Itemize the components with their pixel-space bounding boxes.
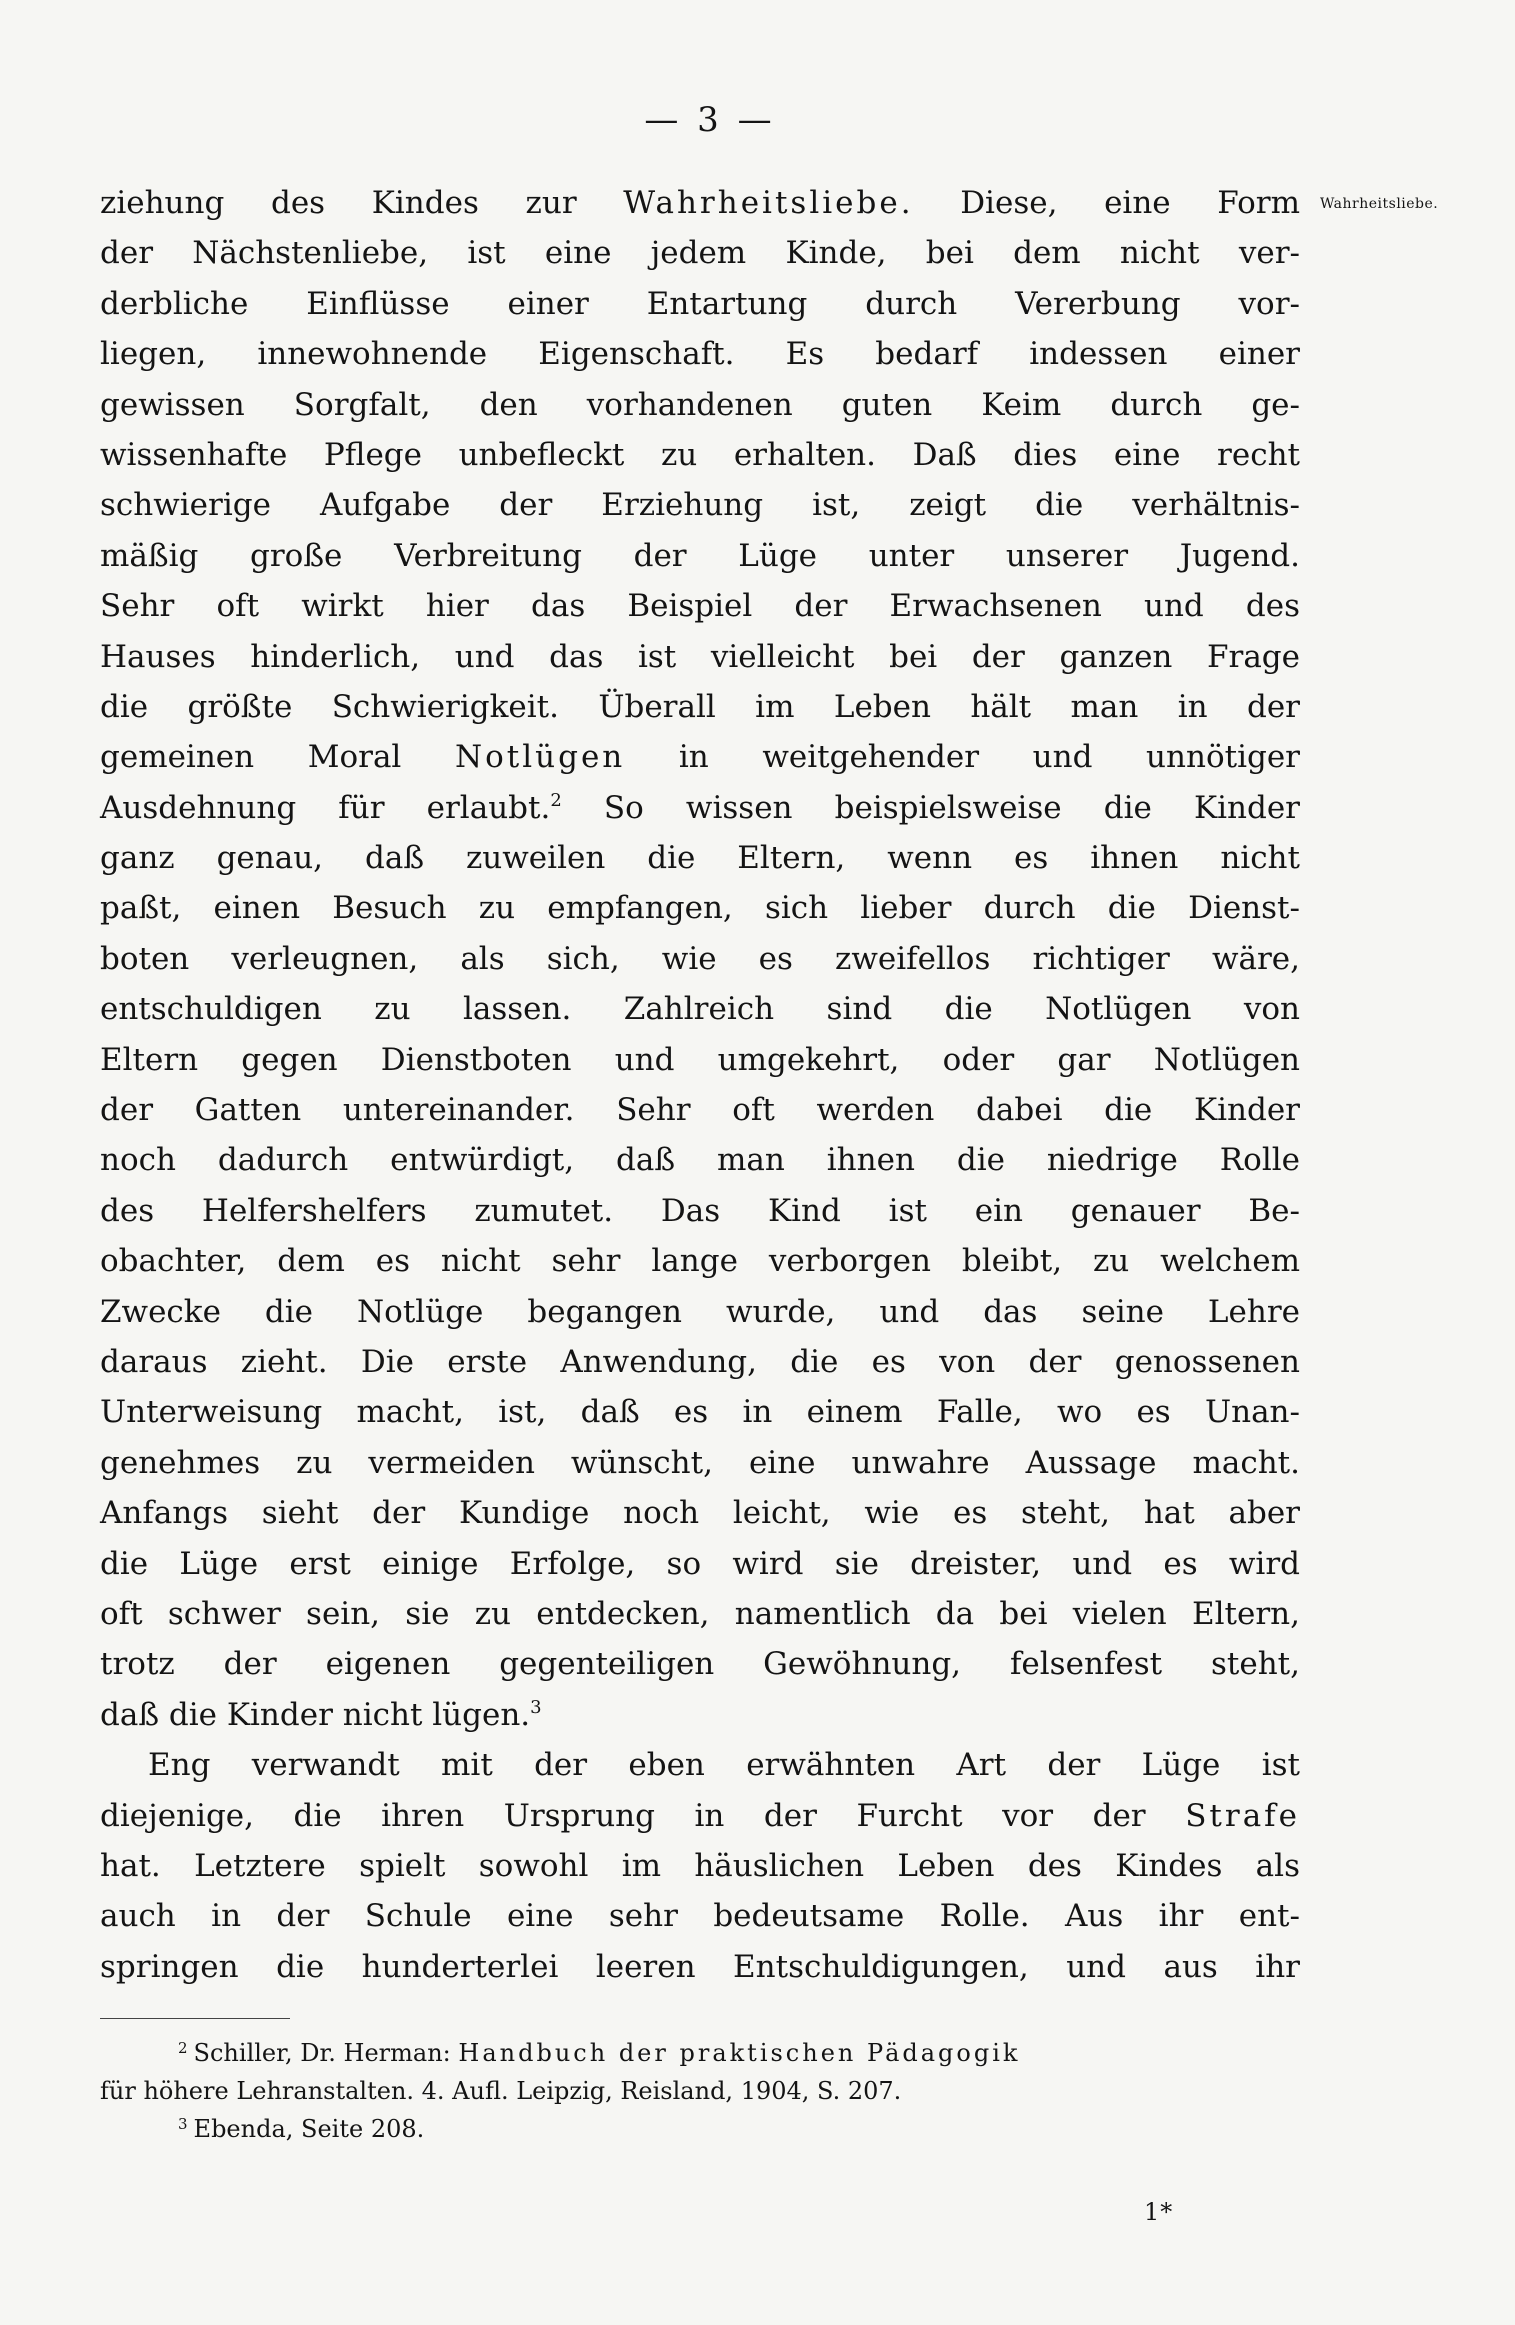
text-line: der Nächstenliebe, ist eine jedem Kinde, bei dem nicht ver- <box>100 235 1300 272</box>
footnote-marker: 3 <box>178 2115 188 2133</box>
text-line: Anfangs sieht der Kundige noch leicht, wie es steht, hat aber <box>100 1495 1300 1532</box>
text-line: paßt, einen Besuch zu empfangen, sich lieber durch die Dienst- <box>100 890 1300 927</box>
footnote-marker: 2 <box>178 2039 188 2057</box>
text-line: boten verleugnen, als sich, wie es zweifellos richtiger wäre, <box>100 940 1300 977</box>
text-line: liegen, innewohnende Eigenschaft. Es bedarf indessen einer <box>100 336 1300 373</box>
text-line <box>100 732 1300 782</box>
text-line: die Lüge erst einige Erfolge, so wird sie dreister, und es wird <box>100 1545 1300 1582</box>
text-line: Eltern gegen Dienstboten und umgekehrt, oder gar Notlügen <box>100 1041 1300 1078</box>
text-line: daraus zieht. Die erste Anwendung, die es von der genossenen <box>100 1343 1300 1380</box>
text-line: mäßig große Verbreitung der Lüge unter unserer Jugend. <box>100 537 1300 574</box>
footnote-text: Ebenda, Seite 208. <box>193 2115 425 2143</box>
text-line: obachter, dem es nicht sehr lange verborgen bleibt, zu welchem <box>100 1243 1300 1280</box>
text-line: des Helfershelfers zumutet. Das Kind ist ein genauer Be- <box>100 1192 1300 1229</box>
text-line: hat. Letztere spielt sowohl im häuslichen Leben des Kindes als <box>100 1847 1300 1884</box>
emphasized-word: Wahrheitsliebe. <box>623 185 914 221</box>
footnote-2-continuation: für höhere Lehranstalten. 4. Aufl. Leipzig, Reisland, 1904, S. 207. <box>100 2077 902 2105</box>
margin-note: Wahrheitsliebe. <box>1320 196 1439 212</box>
text-line: der Gatten untereinander. Sehr oft werden dabei die Kinder <box>100 1092 1300 1129</box>
signature-mark: 1* <box>1144 2198 1174 2226</box>
text-segment: Diese, eine Form <box>960 185 1300 221</box>
text-line: wissenhafte Pflege unbefleckt zu erhalten. Daß dies eine recht <box>100 436 1300 473</box>
text-segment: gemeinen Moral <box>100 739 402 776</box>
text-line: ganz genau, daß zuweilen die Eltern, wenn es ihnen nicht <box>100 840 1300 877</box>
text-line: springen die hunderterlei leeren Entschuldigungen, und aus ihr <box>100 1948 1300 1985</box>
text-segment: daß die Kinder nicht lügen. <box>100 1696 531 1733</box>
text-segment: So wissen beispielsweise die Kinder <box>603 789 1300 826</box>
text-line: schwierige Aufgabe der Erziehung ist, zeigt die verhältnis- <box>100 487 1300 524</box>
text-line: Hauses hinderlich, und das ist vielleicht bei der ganzen Frage <box>100 638 1300 675</box>
text-line: trotz der eigenen gegenteiligen Gewöhnung, felsenfest steht, <box>100 1646 1300 1683</box>
emphasized-word: Strafe <box>1185 1797 1301 1834</box>
text-line: noch dadurch entwürdigt, daß man ihnen die niedrige Rolle <box>100 1142 1300 1179</box>
text-line: gewissen Sorgfalt, den vorhandenen guten Keim durch ge- <box>100 386 1300 423</box>
text-line <box>100 178 1300 228</box>
text-line: Unterweisung macht, ist, daß es in einem Falle, wo es Unan- <box>100 1394 1300 1431</box>
footnote-divider <box>100 2018 290 2019</box>
text-line <box>100 1791 1300 1841</box>
text-line: derbliche Einflüsse einer Entartung durch Vererbung vor- <box>100 285 1300 322</box>
text-segment: ziehung des Kindes zur <box>100 185 577 221</box>
text-line: oft schwer sein, sie zu entdecken, namentlich da bei vielen Eltern, <box>100 1595 1300 1632</box>
text-line <box>100 783 1300 833</box>
text-line: Zwecke die Notlüge begangen wurde, und das seine Lehre <box>100 1293 1300 1330</box>
text-line: genehmes zu vermeiden wünscht, eine unwahre Aussage macht. <box>100 1444 1300 1481</box>
footnote-3 <box>100 2110 1300 2148</box>
footnote-ref: 2 <box>550 789 562 811</box>
text-segment: in weitgehender und unnötiger <box>678 739 1300 776</box>
text-line: entschuldigen zu lassen. Zahlreich sind die Notlügen von <box>100 991 1300 1028</box>
footnote-ref: 3 <box>530 1696 542 1718</box>
text-segment: Ausdehnung für erlaubt. <box>100 789 551 826</box>
text-line: die größte Schwierigkeit. Überall im Leben hält man in der <box>100 688 1300 725</box>
footnote-author: Schiller, Dr. Herman: <box>193 2039 451 2067</box>
emphasized-word: Notlügen <box>454 739 626 776</box>
footnote-2 <box>100 2034 1300 2072</box>
footnote-title: Handbuch der praktischen Pädagogik <box>458 2039 1021 2067</box>
text-line: auch in der Schule eine sehr bedeutsame Rolle. Aus ihr ent- <box>100 1898 1300 1935</box>
page-number: — 3 — <box>644 100 776 140</box>
text-segment: diejenige, die ihren Ursprung in der Furcht vor der <box>100 1797 1146 1834</box>
body-text <box>100 178 1300 1992</box>
footnotes <box>100 2034 1300 2148</box>
text-line: Eng verwandt mit der eben erwähnten Art der Lüge ist <box>148 1747 1300 1784</box>
text-line: Sehr oft wirkt hier das Beispiel der Erwachsenen und des <box>100 588 1300 625</box>
text-line <box>100 1690 1300 1740</box>
